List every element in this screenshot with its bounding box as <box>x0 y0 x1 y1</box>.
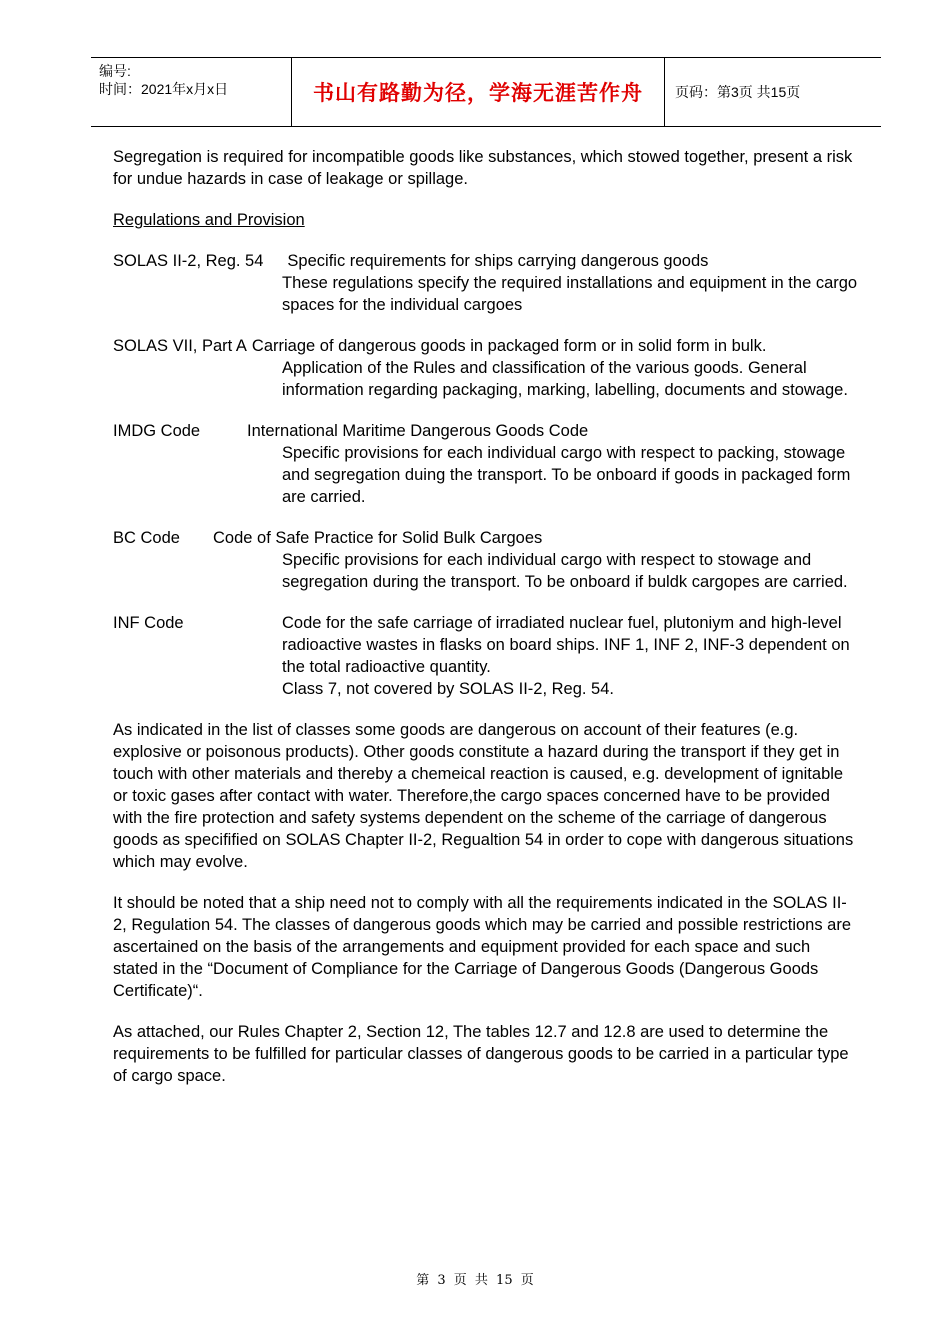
section-title: Regulations and Provision <box>113 211 305 229</box>
document-number-label: 编号: <box>99 63 131 79</box>
regulation-item <box>113 250 858 316</box>
regulation-description: Code for the safe carriage of irradiated nuclear fuel, plutoniym and high-level radioactive wastes in flasks on board ships. INF 1, INF 2, INF-3 dependent on the total radioactive quantity. <box>282 614 850 676</box>
regulation-code: INF Code <box>113 614 184 632</box>
regulation-heading <box>113 335 858 357</box>
regulation-title: Code of Safe Practice for Solid Bulk Cargoes <box>213 529 543 547</box>
document-body <box>113 146 858 1106</box>
regulation-description: These regulations specify the required installations and equipment in the cargo spaces for the individual cargoes <box>282 274 858 314</box>
regulation-description: Specific provisions for each individual cargo with respect to packing, stowage and segregation duing the transport. To be onboard if goods in packaged form are carried. <box>282 444 851 506</box>
header-page-label: 页码：第3页 共15页 <box>675 84 801 100</box>
regulation-note: Class 7, not covered by SOLAS II-2, Reg. 54. <box>282 680 614 698</box>
body-paragraph: As attached, our Rules Chapter 2, Section 12, The tables 12.7 and 12.8 are used to determine the requirements to be fulfilled for particular classes of dangerous goods to be carried in a particular type of cargo space. <box>113 1023 849 1085</box>
body-paragraph: As indicated in the list of classes some goods are dangerous on account of their features (e.g. explosive or poisonous products). Other goods constitute a hazard during the transport if they get in touch with other materials and thereby a chemeical reaction is caused, e.g. development of ignitable or toxic gases after contact with water. Therefore,the cargo spaces concerned have to be provided with the fire protection and safety systems dependent on the scheme of the carriage of dangerous goods as specifified on SOLAS Chapter II-2, Regualtion 54 in order to cope with dangerous situations which may evolve. <box>113 721 854 871</box>
regulation-description: Specific provisions for each individual cargo with respect to stowage and segregation during the transport. To be onboard if buldk cargopes are carried. <box>282 551 848 591</box>
regulation-item <box>113 612 858 700</box>
regulation-title: International Maritime Dangerous Goods Code <box>247 422 589 440</box>
header-motto: 书山有路勤为径，学海无涯苦作舟 <box>292 58 665 126</box>
regulation-heading <box>113 527 858 549</box>
regulation-code: BC Code <box>113 529 180 547</box>
regulation-title: Carriage of dangerous goods in packaged form or in solid form in bulk. <box>251 337 767 355</box>
regulation-item <box>113 527 858 593</box>
intro-paragraph: Segregation is required for incompatible goods like substances, which stowed together, present a risk for undue hazards in case of leakage or spillage. <box>113 148 853 188</box>
regulation-heading <box>113 250 858 272</box>
regulation-description: Application of the Rules and classification of the various goods. General information regarding packaging, marking, labelling, documents and stowage. <box>282 359 848 399</box>
header-meta <box>91 58 292 126</box>
regulation-code: SOLAS VII, Part A <box>113 337 247 355</box>
page-footer: 第 3 页 共 15 页 <box>416 1273 534 1288</box>
regulation-item <box>113 420 858 508</box>
body-paragraph: It should be noted that a ship need not to comply with all the requirements indicated in the SOLAS II-2, Regulation 54. The classes of dangerous goods which may be carried and possible restrictions are ascertained on the basis of the arrangements and equipment provided for each space and such stated in the “Document of Compliance for the Carriage of Dangerous Goods (Dangerous Goods Certificate)“. <box>113 894 852 1000</box>
page-header <box>91 57 881 127</box>
document-date-label: 时间：2021年x月x日 <box>99 81 229 97</box>
regulation-item <box>113 335 858 401</box>
regulation-title: Specific requirements for ships carrying dangerous goods <box>287 252 709 270</box>
regulation-code: IMDG Code <box>113 422 201 440</box>
regulation-heading <box>113 420 858 442</box>
regulation-code: SOLAS II-2, Reg. 54 <box>113 252 264 270</box>
